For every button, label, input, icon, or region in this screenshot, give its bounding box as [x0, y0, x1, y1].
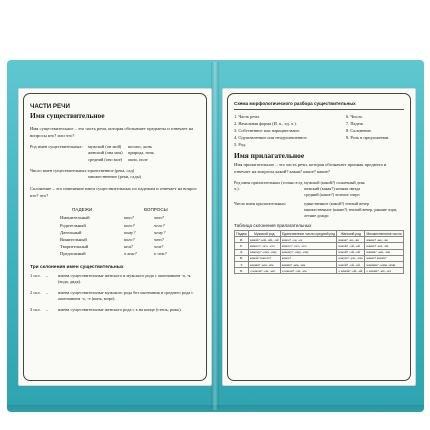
adj-gender-item: мужской (какой?) солнечный день — [304, 179, 365, 185]
scheme-item: 6. Число. — [346, 114, 364, 119]
declension-text: имена существительные женского и мужского рода с окончанием -а, -я (вода, дядя). — [58, 273, 191, 285]
left-page — [18, 88, 212, 386]
number-item: множественное (реки, сады) — [88, 173, 141, 179]
adj-gender-item: средний (какое?) зеленое озеро — [304, 191, 360, 197]
declension-dash: – — [46, 306, 49, 312]
table-cell: какую? -ую, -юю — [338, 256, 364, 261]
case-name: Творительный — [60, 243, 89, 249]
declension-dash: – — [46, 289, 49, 295]
table-case: Д. — [235, 249, 249, 255]
table-case: В. — [235, 255, 249, 261]
table-header: Мужской род — [248, 231, 280, 237]
scheme-item: 9. Роль в предложении. — [346, 135, 390, 141]
case-row — [60, 222, 200, 229]
declension-item — [30, 290, 200, 303]
table-header: Единственное число средний род — [281, 231, 336, 236]
declension-num: 2 скл. — [30, 289, 41, 295]
number-label: Число имен существительных: — [30, 167, 88, 173]
gender-item: мужской (он мой) — [88, 144, 122, 150]
scheme-item: 7. Падеж. — [346, 121, 364, 127]
table-row — [235, 268, 404, 274]
table-cell: какой? -ый, -ий, -ой — [249, 237, 279, 242]
scheme-item: 5. Род. — [234, 142, 247, 148]
gender-row — [30, 144, 200, 162]
table-cell: о какой? -ой, -ей — [337, 268, 365, 274]
declension-definition: Склонение – это изменение имен существительных по падежам и отвечает на вопрос кто? что? — [30, 186, 197, 198]
declension-dash: – — [46, 273, 49, 279]
table-cell: каким? -ым, -им — [248, 262, 280, 268]
case-q1: кем? — [124, 243, 134, 249]
table-cell: какими? -ыми, -ими — [365, 262, 404, 268]
scheme-list — [234, 113, 404, 148]
table-cell: какого? -ого, -его — [248, 243, 280, 249]
table-header: Женский род — [337, 231, 365, 237]
number-item: единственное (река, сад) — [88, 167, 135, 173]
case-table — [60, 207, 200, 257]
case-q2: чего? — [154, 222, 165, 228]
divider — [234, 109, 404, 110]
scheme-item: 4. Одушевленное или неодушевленное. — [234, 135, 308, 141]
case-q2: что? — [154, 236, 165, 242]
table-cell: какому? -ому, -ему — [280, 249, 337, 255]
folder-spine — [211, 62, 219, 410]
case-row — [60, 243, 200, 250]
table-case: И. — [235, 237, 249, 243]
table-cell: какой? -ой, -ей — [337, 249, 365, 255]
scheme-item: 2. Начальная форма (И. п., ед. ч.). — [234, 121, 297, 127]
adj-number-label: Число имен прилагательных: — [234, 200, 287, 206]
noun-heading: Имя существительное — [30, 111, 105, 120]
case-q1: кого? — [124, 222, 135, 228]
declension-item — [30, 307, 200, 313]
table-cell: какие? -ые, -ие — [365, 237, 404, 243]
table-cell: какое? — [280, 255, 337, 261]
declension-item — [30, 273, 200, 286]
case-q2: чем? — [154, 243, 164, 249]
case-q1: кому? — [124, 229, 136, 235]
table-cell: о каком? -ом, -ем — [248, 268, 280, 274]
right-page — [222, 88, 416, 386]
case-name: Предложный — [60, 250, 86, 256]
table-title: Таблица склонения прилагательных — [234, 223, 312, 229]
gender-label: Род имен существительных: — [30, 144, 83, 150]
table-cell: каким? -ым, -им — [365, 249, 404, 255]
table-cell: какая? -ая, -яя — [337, 237, 365, 243]
table-cell: какой? -ой, -ей — [337, 262, 365, 268]
adj-gender-label: Род имен прилагательных (только в ед. ч.): — [234, 179, 304, 191]
table-case: Р. — [235, 243, 249, 249]
adj-number-item: множественное (какие?) теплый вечер, ранние зори, летние дожди — [304, 206, 398, 219]
questions-header: ВОПРОСЫ — [144, 207, 168, 213]
table-cell: какой? -ой, -ей — [337, 243, 365, 249]
table-case: П. — [235, 268, 249, 274]
case-name: Дательный — [60, 229, 82, 235]
three-declensions-title: Три склонения имен существительных — [30, 265, 124, 271]
case-q2: что? — [154, 215, 165, 221]
adj-number-item: единственное (какой?) теплый вечер — [304, 200, 370, 206]
table-cell: какой? какого? — [248, 255, 280, 261]
case-header: ПАДЕЖИ — [72, 207, 93, 213]
table-cell: о каком? -ом, -ем — [280, 268, 337, 274]
table-cell: какое? -ое, -ее — [280, 237, 337, 243]
adj-gender-row — [234, 180, 404, 198]
gender-example: природа, ночь — [128, 150, 155, 156]
scheme-item: 8. Склонение. — [346, 128, 372, 134]
case-name: Родительный — [60, 222, 86, 228]
section-title: ЧАСТИ РЕЧИ — [30, 103, 70, 110]
table-cell: какому? -ому, -ему — [248, 249, 280, 255]
table-cell: какого? -ого, -его — [280, 243, 337, 249]
scheme-item — [346, 141, 404, 148]
adjective-definition: Имя прилагательное – это часть речи, которая обозначает признак предмета и отвечает на вопросы какой? какая? какое? какие? — [234, 162, 387, 174]
table-cell: какие? каких? — [365, 255, 404, 261]
case-name: Именительный — [60, 215, 90, 221]
case-q1: кто? — [124, 215, 134, 221]
gender-example: окно, поле — [128, 156, 148, 162]
table-header: Падеж — [236, 231, 247, 236]
number-row — [30, 168, 200, 180]
table-cell: каких? -ых, -их — [365, 243, 404, 249]
case-q1: кого? — [124, 236, 135, 242]
declension-text: имена существительные мужского рода без окончания и среднего рода с окончанием -о, -е (конь, море). — [58, 289, 194, 302]
table-case: Т. — [235, 262, 249, 268]
declension-num: 1 скл. — [30, 273, 41, 279]
right-page-frame — [227, 93, 411, 381]
scheme-item: 3. Собственное или нарицательное. — [234, 128, 301, 134]
scheme-title: Схема морфологического разбора существительных — [234, 101, 356, 106]
adj-number-row — [234, 201, 404, 219]
table-header: Множественное число — [366, 231, 402, 236]
case-row — [60, 214, 200, 221]
case-row — [60, 229, 200, 236]
case-row — [60, 236, 200, 243]
gender-item: женский (она моя) — [88, 150, 123, 156]
noun-definition: Имя существительное – это часть речи, которая обозначает предметы и отвечает на вопросы кто? или что? — [30, 126, 194, 138]
case-row — [60, 250, 200, 257]
declension-text: имена существительные женского рода с ь на конце (степь, рожь). — [58, 306, 182, 312]
declension-num: 3 скл. — [30, 306, 41, 312]
gender-example: космос, конь — [128, 144, 152, 150]
case-q2: о чем? — [154, 250, 167, 256]
adjective-heading: Имя прилагательное — [234, 151, 305, 161]
case-q2: чему? — [154, 229, 166, 235]
left-page-frame — [23, 93, 207, 381]
adjective-declension-table — [234, 230, 404, 274]
table-cell: каким? -ым, -им — [280, 262, 337, 268]
adj-gender-item: женский (какая?) ночная звезда — [304, 185, 361, 191]
scheme-item: 1. Часть речи. — [234, 114, 260, 119]
case-q1: о ком? — [124, 250, 137, 256]
gender-item: средний (оно мое) — [88, 156, 123, 162]
case-name: Винительный — [60, 236, 87, 242]
table-cell: о каких? -ых, -их — [365, 268, 404, 274]
